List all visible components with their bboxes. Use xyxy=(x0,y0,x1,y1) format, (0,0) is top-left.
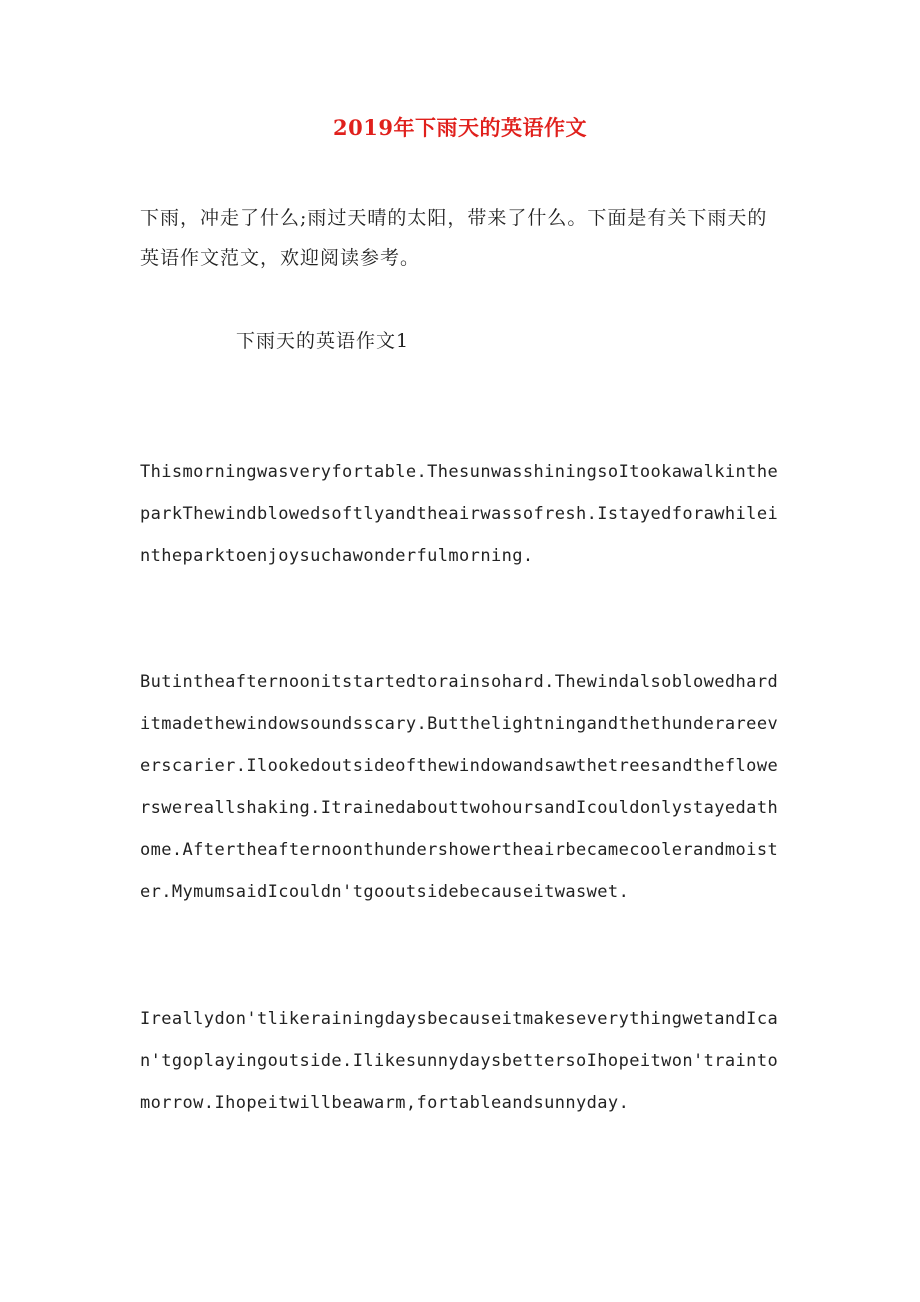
essay-paragraph-1: Thismorningwasveryfortable.ThesunwasshiningsoItookawalkintheparkThewindblowedsoftlyandtheairwassofresh.Istayedforawhileintheparktoenjoysuchawonderfulmorning. xyxy=(140,462,779,566)
essay-paragraph-3: Ireallydon'tlikerainingdaysbecauseitmakeseverythingwetandIcan'tgoplayingoutside.IlikesunnydaysbettersoIhopeitwon'traintomorrow.Ihopeitwillbeawarm,fortableandsunnyday. xyxy=(140,1009,779,1113)
intro-paragraph: 下雨，冲走了什么;雨过天晴的太阳，带来了什么。下面是有关下雨天的英语作文范文，欢迎阅读参考。 xyxy=(140,207,768,269)
essay-paragraph-2: Butintheafternoonitstartedtorainsohard.Thewindalsoblowedharditmadethewindowsoundsscary.Butthelightningandthethunderareeverscarier.Ilookedoutsideofthewindowandsawthetreesandtheflowerswereallshaking.ItrainedabouttwohoursandIcouldonlystayedathome.Aftertheafternoonthundershowertheairbecamecoolerandmoister.MymumsaidIcouldn'tgooutsidebecauseitwaswet. xyxy=(140,672,779,902)
document-title: 2019年下雨天的英语作文 xyxy=(333,115,587,140)
section-heading: 下雨天的英语作文1 xyxy=(236,330,410,352)
